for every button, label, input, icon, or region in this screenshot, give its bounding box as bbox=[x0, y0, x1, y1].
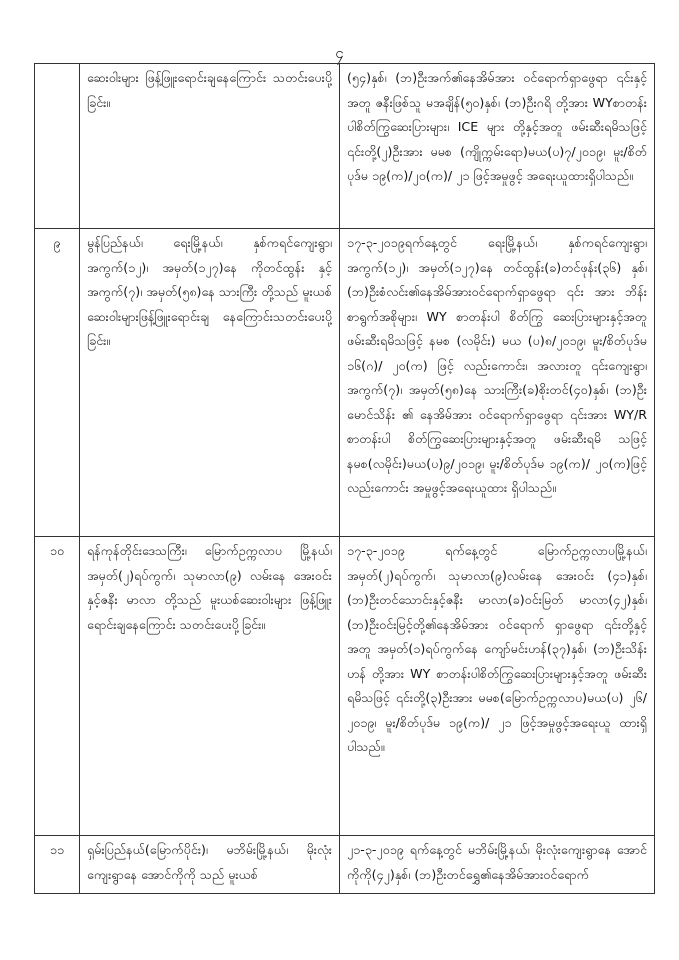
action-taken-cell: ၁၇-၃-၂၀၁၉ ရက်နေ့တွင် မြောက်ဥက္ကလာပမြို့နယ်၊ အမှတ်(၂)ရပ်ကွက်၊ သုမာလာ(၉)လမ်းနေ အေးဝင်း (၄၁)နှစ်၊ (ဘ)ဦးတင်သောင်းနှင့်ဇနီး မာလာ(ခ)ဝင်းမြတ် မာလာ(၄၂)နှစ်၊(ဘ)ဦးဝင်းမြင့်တို့၏နေအိမ်အား ဝင်ရောက် ရှာဖွေရာ ၎င်းတို့နှင့်အတူ အမှတ်(၁)ရပ်ကွက်နေ ကျော်မင်းဟန်(၃၇)နှစ်၊ (ဘ)ဦးသိန်းဟန် တို့အား WY စာတန်းပါစိတ်ကြွဆေးပြားများနှင့်အတူ ဖမ်းဆီးရမိသဖြင့် ၎င်းတို့(၃)ဦးအား မမစ(မြောက်ဥက္ကလာပ)မယ(ပ) ၂၆/ ၂၀၁၉၊ မူး/စိတ်ပုဒ်မ ၁၉(က)/ ၂၁ ဖြင့်အမှုဖွင့်အရေးယူ ထားရှိပါသည်။ bbox=[340, 537, 655, 836]
row-number bbox=[35, 64, 80, 229]
action-taken-cell: ၂၁-၃-၂၀၁၉ ရက်နေ့တွင် မဘိမ်းမြို့နယ်၊ မိုးလုံးကျေးရွာနေ အောင်ကိုကို(၄၂)နှစ်၊ (ဘ)ဦးတင်ရွှေ၏နေအိမ်အားဝင်ရောက် bbox=[340, 836, 655, 894]
row-number: ၉ bbox=[35, 229, 80, 537]
information-received-cell: ဆေးဝါးများ ဖြန့်ဖြူးရောင်းချနေကြောင်း သတင်းပေးပို့ခြင်း။ bbox=[80, 64, 340, 229]
information-received-cell: ရှမ်းပြည်နယ်(မြောက်ပိုင်း)၊ မဘိမ်းမြို့နယ်၊ မိုးလုံးကျေးရွာနေ အောင်ကိုကို သည် မူးယစ် bbox=[80, 836, 340, 894]
row-number: ၁၁ bbox=[35, 836, 80, 894]
table-row bbox=[35, 64, 655, 229]
table-row bbox=[35, 229, 655, 537]
table-row bbox=[35, 537, 655, 836]
page-number: ၄ bbox=[335, 44, 344, 62]
information-received-cell: ရန်ကုန်တိုင်းဒေသကြီး၊ မြောက်ဥက္ကလာပ မြို့နယ်၊ အမှတ်(၂)ရပ်ကွက်၊ သုမာလာ(၉) လမ်းနေ အေးဝင်းနှင့်ဇနီး မာလာ တို့သည် မူးယစ်ဆေးဝါးများ ဖြန့်ဖြူးရောင်းချနေကြောင်း သတင်းပေးပို့ခြင်း။ bbox=[80, 537, 340, 836]
information-received-cell: မွန်ပြည်နယ်၊ ရေးမြို့နယ်၊ နှစ်ကရင်ကျေးရွာ၊ အကွက်(၁၂)၊ အမှတ်(၁၂၇)နေ ကိုတင်ထွန်း နှင့် အကွက်(၇)၊ အမှတ်(၅၈)နေ သားကြီး တို့သည် မူးယစ်ဆေးဝါးများဖြန့်ဖြူးရောင်းချ နေကြောင်းသတင်းပေးပို့ခြင်း။ bbox=[80, 229, 340, 537]
case-report-table bbox=[34, 63, 655, 894]
table-row bbox=[35, 836, 655, 894]
action-taken-cell: (၅၄)နှစ်၊ (ဘ)ဦးအက်၏နေအိမ်အား ဝင်ရောက်ရှာဖွေရာ ၎င်းနှင့်အတူ ဇနီးဖြစ်သူ မအချိန်(၅၀)နှစ်၊ (ဘ)ဦးဂရိ တို့အား WYစာတန်းပါစိတ်ကြွဆေးပြားများ၊ ICE များ တို့နှင့်အတူ ဖမ်းဆီးရမိသဖြင့် ၎င်းတို့(၂)ဦးအား မမစ (ကျိုက္ကမ်းရော)မယ(ပ)၇/၂၀၁၉၊ မူး/စိတ်ပုဒ်မ ၁၉(က)/၂၀(က)/ ၂၁ ဖြင့်အမှုဖွင့် အရေးယူထားရှိပါသည်။ bbox=[340, 64, 655, 229]
row-number: ၁၀ bbox=[35, 537, 80, 836]
action-taken-cell: ၁၇-၃-၂၀၁၉ရက်နေ့တွင် ရေးမြို့နယ်၊ နှစ်ကရင်ကျေးရွာ၊ အကွက်(၁၂)၊ အမှတ်(၁၂၇)နေ တင်ထွန်း(ခ)တင်ဖုန်း(၃၆) နှစ်၊ (ဘ)ဦးစံလင်း၏နေအိမ်အားဝင်ရောက်ရှာဖွေရာ ၎င်း အား ဘိန်းစာရွက်အစိုများ၊ WY စာတန်းပါ စိတ်ကြွ ဆေးပြားများနှင့်အတူ ဖမ်းဆီးရမိသဖြင့် နမစ (လမိုင်း) မယ (ပ)၈/၂၀၁၉၊ မူး/စိတ်ပုဒ်မ ၁၆(ဂ)/ ၂၀(က) ဖြင့် လည်းကောင်း၊ အလားတူ ၎င်းကျေးရွာ၊ အကွက်(၇)၊ အမှတ်(၅၈)နေ သားကြီး(ခ)စိုးတင်(၄၀)နှစ်၊ (ဘ)ဦးမောင်သိန်း ၏ နေအိမ်အား ဝင်ရောက်ရှာဖွေရာ ၎င်းအား WY/R စာတန်းပါ စိတ်ကြွဆေးပြားများနှင့်အတူ ဖမ်းဆီးရမိ သဖြင့် နမစ(လမိုင်း)မယ(ပ)၉/၂၀၁၉၊ မူး/စိတ်ပုဒ်မ ၁၉(က)/ ၂၀(က)ဖြင့်လည်းကောင်း အမှုဖွင့်အရေးယူထား ရှိပါသည်။ bbox=[340, 229, 655, 537]
